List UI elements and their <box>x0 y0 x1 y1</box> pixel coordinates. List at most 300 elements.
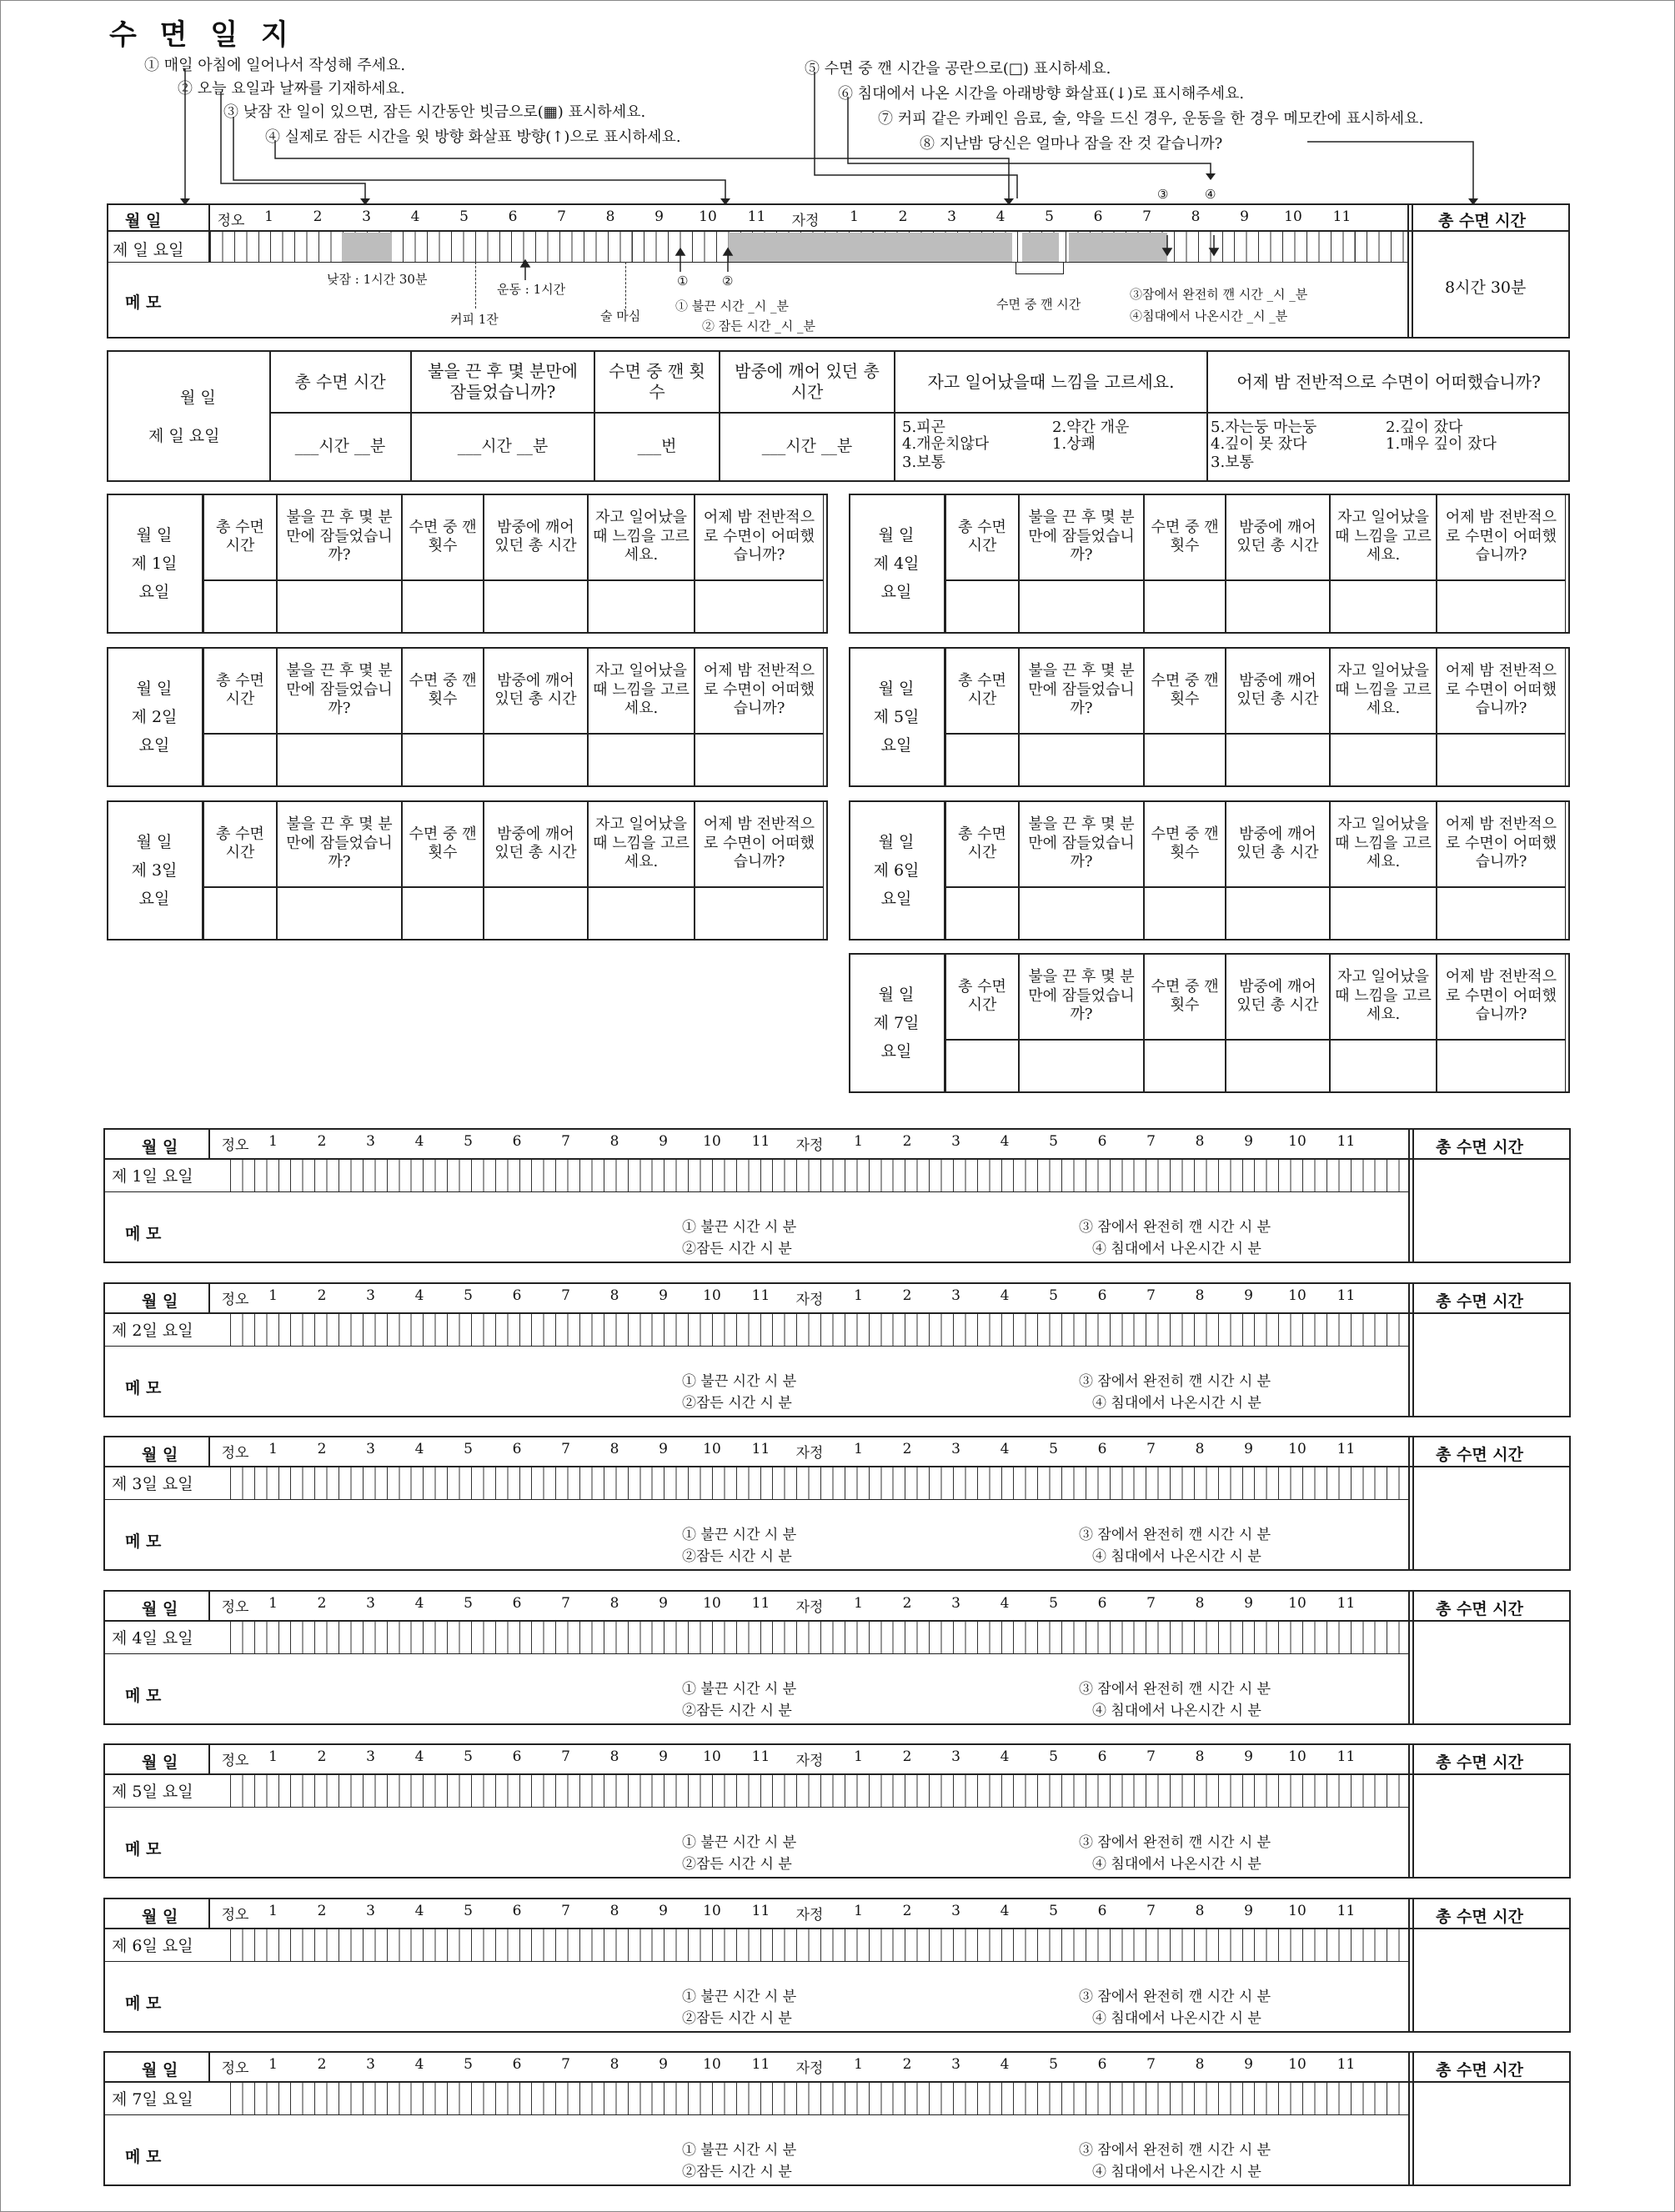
hour-label: 8 <box>1195 1748 1205 1765</box>
hour-label: 9 <box>1244 1748 1253 1765</box>
hour-label: 2 <box>317 1441 327 1457</box>
hour-label: 5 <box>464 1594 473 1612</box>
hour-label: 9 <box>1244 1902 1253 1919</box>
example-alcohol-note: 술 마심 <box>600 308 641 324</box>
daily-value-cell[interactable] <box>402 734 484 787</box>
hour-label: 1 <box>854 1441 863 1457</box>
daily-header-2: 수면 중 깬 횟수 <box>1144 494 1226 580</box>
daily-value-cell[interactable] <box>1330 580 1437 634</box>
example-asleep-time: ② 잠든 시간 _시 _분 <box>702 319 816 334</box>
hour-label: 11 <box>751 2056 770 2073</box>
daily-header-1: 불을 끈 후 몇 분만에 잠들었습니까? <box>277 494 402 580</box>
hour-label: 정오 <box>221 1753 249 1769</box>
daily-header-0: 총 수면 시간 <box>203 494 277 580</box>
hour-label: 6 <box>508 208 518 225</box>
hour-label: 3 <box>951 2056 960 2073</box>
hour-label: 5 <box>1045 208 1054 225</box>
day-hour-header <box>210 1590 1408 1620</box>
daily-value-cell[interactable] <box>1330 1040 1437 1093</box>
hour-label: 9 <box>659 1748 668 1765</box>
hour-label: 11 <box>751 1748 770 1765</box>
example-date-label: 월 일 <box>125 212 162 230</box>
hour-label: 정오 <box>221 1291 249 1308</box>
daily-value-cell[interactable] <box>945 734 1019 787</box>
hour-label: 5 <box>1049 2056 1058 2073</box>
daily-header-1: 불을 끈 후 몇 분만에 잠들었습니까? <box>1019 800 1144 887</box>
daily-value-cell[interactable] <box>484 734 588 787</box>
hour-label: 10 <box>1288 1902 1306 1919</box>
hour-label: 4 <box>995 208 1006 225</box>
hour-label: 2 <box>313 208 323 225</box>
hour-label: 7 <box>1146 2056 1156 2073</box>
hour-label: 1 <box>854 1902 863 1919</box>
daily-header-5: 어제 밤 전반적으로 수면이 어떠했습니까? <box>1437 647 1566 734</box>
daily-value-cell[interactable] <box>1019 580 1144 634</box>
daily-header-4: 자고 일어났을때 느낌을 고르세요. <box>1330 647 1437 734</box>
daily-value-cell[interactable] <box>277 580 402 634</box>
daily-header-3: 밤중에 깨어 있던 총 시간 <box>1226 647 1330 734</box>
daily-value-cell[interactable] <box>402 580 484 634</box>
daily-value-cell[interactable] <box>1226 734 1330 787</box>
memo-woke-time: ③ 잠에서 완전히 깬 시간 시 분 <box>1079 1988 1271 2005</box>
daily-header-0: 총 수면 시간 <box>945 800 1019 887</box>
day-total-input[interactable] <box>1414 1160 1569 1261</box>
hour-label: 7 <box>1146 1902 1156 1919</box>
daily-value-cell[interactable] <box>1144 887 1226 940</box>
hour-label: 8 <box>609 1594 619 1612</box>
hour-label: 9 <box>659 1902 668 1919</box>
daily-header-5: 어제 밤 전반적으로 수면이 어떠했습니까? <box>1437 953 1566 1040</box>
day-memo-label: 메 모 <box>125 1686 162 1705</box>
memo-woke-time: ③ 잠에서 완전히 깬 시간 시 분 <box>1079 1834 1271 1851</box>
hour-label: 4 <box>1000 1594 1010 1612</box>
hour-label: 1 <box>268 1902 278 1919</box>
hour-label: 6 <box>512 1594 522 1612</box>
overall-option[interactable]: 3.보통 <box>1211 454 1254 471</box>
hour-label: 자정 <box>795 1906 824 1924</box>
hour-label: 2 <box>902 1441 912 1457</box>
feel-option[interactable]: 1.상쾌 <box>1052 435 1096 453</box>
day-tick-strip[interactable] <box>230 1929 1407 1961</box>
day-hour-header <box>210 2051 1408 2081</box>
daily-value-cell[interactable] <box>1226 1040 1330 1093</box>
hour-label: 자정 <box>795 1137 824 1154</box>
hour-label: 3 <box>366 1287 375 1304</box>
daily-date-cell <box>107 647 203 787</box>
day-tick-strip[interactable] <box>230 1622 1407 1653</box>
hour-label: 11 <box>751 1287 770 1304</box>
hour-label: 10 <box>703 1748 721 1765</box>
hour-label: 정오 <box>221 1445 249 1462</box>
daily-value-cell[interactable] <box>277 887 402 940</box>
daily-date-text: 제 6일 <box>873 860 920 880</box>
daily-date-text: 제 5일 <box>873 707 920 726</box>
memo-asleep-time: ②잠든 시간 시 분 <box>682 1856 792 1873</box>
day-total-input[interactable] <box>1414 2083 1569 2184</box>
daily-header-2: 수면 중 깬 횟수 <box>402 494 484 580</box>
hour-label: 정오 <box>221 2060 249 2077</box>
hour-label: 1 <box>268 1748 278 1765</box>
hour-label: 8 <box>1195 1287 1205 1304</box>
summary-date-label: 월 일 <box>180 389 216 407</box>
daily-value-cell[interactable] <box>1437 734 1566 787</box>
daily-value-cell[interactable] <box>484 887 588 940</box>
hour-label: 6 <box>1097 2056 1107 2073</box>
instruction-2: ② 오늘 요일과 날짜를 기재하세요. <box>178 80 405 98</box>
day-memo-label: 메 모 <box>125 1378 162 1397</box>
daily-header-4: 자고 일어났을때 느낌을 고르세요. <box>1330 953 1437 1040</box>
memo-woke-time: ③ 잠에서 완전히 깬 시간 시 분 <box>1079 1372 1271 1390</box>
day-tick-strip[interactable] <box>230 1314 1407 1346</box>
hour-label: 3 <box>366 1902 375 1919</box>
hour-label: 10 <box>1288 1287 1306 1304</box>
day-hour-header <box>210 1128 1408 1158</box>
memo-asleep-time: ②잠든 시간 시 분 <box>682 1548 792 1565</box>
daily-value-cell[interactable] <box>695 887 824 940</box>
hour-label: 6 <box>512 1902 522 1919</box>
daily-value-cell[interactable] <box>1330 887 1437 940</box>
daily-header-2: 수면 중 깬 횟수 <box>1144 647 1226 734</box>
day-total-header: 총 수면 시간 <box>1436 1292 1523 1311</box>
hour-label: 자정 <box>795 1291 824 1308</box>
hour-label: 7 <box>557 208 566 225</box>
daily-value-cell[interactable] <box>1019 734 1144 787</box>
daily-value-cell[interactable] <box>1437 1040 1566 1093</box>
daily-value-cell[interactable] <box>402 887 484 940</box>
daily-value-cell[interactable] <box>1019 1040 1144 1093</box>
memo-off-time: ① 불끈 시간 시 분 <box>682 1834 797 1851</box>
hour-label: 1 <box>854 2056 863 2073</box>
hour-label: 4 <box>1000 2056 1010 2073</box>
hour-label: 2 <box>317 1287 327 1304</box>
daily-date-text: 제 4일 <box>873 554 920 573</box>
day-weekday-label: 제 2일 요일 <box>112 1321 193 1340</box>
hour-label: 7 <box>1146 1287 1156 1304</box>
daily-header-4: 자고 일어났을때 느낌을 고르세요. <box>1330 494 1437 580</box>
hour-label: 11 <box>751 1594 770 1612</box>
hour-label: 2 <box>317 1748 327 1765</box>
hour-label: 2 <box>902 1902 912 1919</box>
daily-date-text: 요일 <box>880 736 912 755</box>
hour-label: 7 <box>561 1441 570 1457</box>
daily-date-text: 월 일 <box>878 525 915 544</box>
hour-label: 자정 <box>795 1445 824 1462</box>
day-total-input[interactable] <box>1414 1929 1569 2031</box>
summary-header-4: 자고 일어났을때 느낌을 고르세요. <box>895 350 1207 414</box>
day-hour-header <box>210 1743 1408 1773</box>
day-weekday-label: 제 1일 요일 <box>112 1167 193 1186</box>
hour-label: 6 <box>1097 1594 1107 1612</box>
overall-option[interactable]: 4.깊이 못 잤다 <box>1211 435 1307 453</box>
memo-woke-time: ③ 잠에서 완전히 깬 시간 시 분 <box>1079 1680 1271 1698</box>
hour-label: 3 <box>366 1441 375 1457</box>
hour-label: 1 <box>268 2056 278 2073</box>
daily-value-cell[interactable] <box>277 734 402 787</box>
daily-date-text: 제 7일 <box>873 1013 920 1032</box>
daily-value-cell[interactable] <box>1437 580 1566 634</box>
summary-header-0: 총 수면 시간 <box>269 350 411 414</box>
day-total-input[interactable] <box>1414 1622 1569 1723</box>
day-total-header: 총 수면 시간 <box>1436 1599 1523 1618</box>
hour-label: 8 <box>1195 1133 1205 1150</box>
hour-label: 4 <box>414 1902 424 1919</box>
hour-label: 11 <box>1336 1441 1356 1457</box>
hour-label: 9 <box>1244 2056 1253 2073</box>
memo-off-time: ① 불끈 시간 시 분 <box>682 2142 797 2159</box>
instruction-5: ⑤ 수면 중 깬 시간을 공란으로(□) 표시하세요. <box>805 60 1111 78</box>
daily-date-text: 제 1일 <box>131 554 178 573</box>
day-memo-label: 메 모 <box>125 1532 162 1551</box>
hour-label: 3 <box>951 1133 960 1150</box>
hour-label: 7 <box>561 2056 570 2073</box>
daily-value-cell[interactable] <box>695 580 824 634</box>
hour-label: 자정 <box>795 1598 824 1616</box>
daily-header-4: 자고 일어났을때 느낌을 고르세요. <box>588 647 695 734</box>
hour-label: 9 <box>1244 1133 1253 1150</box>
instruction-3: ③ 낮잠 잔 일이 있으면, 잠든 시간동안 빗금으로(▦) 표시하세요. <box>223 103 646 121</box>
hour-label: 9 <box>1244 1594 1253 1612</box>
hour-label: 3 <box>947 208 956 225</box>
feel-option[interactable]: 5.피곤 <box>902 419 945 436</box>
daily-date-text: 월 일 <box>878 679 915 698</box>
hour-label: 정오 <box>221 1598 249 1616</box>
daily-date-text: 요일 <box>138 736 170 755</box>
day-tick-strip[interactable] <box>230 1467 1407 1499</box>
example-memo-label: 메 모 <box>125 293 162 312</box>
feel-option[interactable]: 2.약간 개운 <box>1052 419 1130 436</box>
daily-value-cell[interactable] <box>203 734 277 787</box>
hour-label: 3 <box>366 1748 375 1765</box>
day-hour-header <box>210 1436 1408 1466</box>
hour-label: 1 <box>264 208 273 225</box>
example-weekday-label: 제 일 요일 <box>113 241 184 259</box>
overall-option[interactable]: 2.깊이 잤다 <box>1386 419 1463 436</box>
hour-label: 1 <box>854 1594 863 1612</box>
memo-out-time: ④ 침대에서 나온시간 시 분 <box>1092 1394 1261 1412</box>
daily-value-cell[interactable] <box>1226 887 1330 940</box>
hour-label: 11 <box>1332 208 1352 225</box>
memo-woke-time: ③ 잠에서 완전히 깬 시간 시 분 <box>1079 2142 1271 2159</box>
day-total-input[interactable] <box>1414 1467 1569 1569</box>
daily-header-1: 불을 끈 후 몇 분만에 잠들었습니까? <box>1019 953 1144 1040</box>
hour-label: 5 <box>464 2056 473 2073</box>
hour-label: 정오 <box>221 1906 249 1924</box>
example-arrows <box>0 0 1675 350</box>
daily-value-cell[interactable] <box>1019 887 1144 940</box>
hour-label: 4 <box>1000 1902 1010 1919</box>
day-weekday-label: 제 4일 요일 <box>112 1628 193 1648</box>
daily-value-cell[interactable] <box>203 580 277 634</box>
hour-label: 자정 <box>795 1753 824 1769</box>
hour-label: 5 <box>1049 1748 1058 1765</box>
summary-value-1[interactable]: ___시간 __분 <box>411 412 594 482</box>
memo-woke-time: ③ 잠에서 완전히 깬 시간 시 분 <box>1079 1527 1271 1543</box>
example-off-time: ① 불끈 시간 _시 _분 <box>675 298 790 313</box>
day-total-input[interactable] <box>1414 1314 1569 1416</box>
daily-value-cell[interactable] <box>945 887 1019 940</box>
daily-value-cell[interactable] <box>588 887 695 940</box>
daily-value-cell[interactable] <box>1226 580 1330 634</box>
example-woke-time: ③잠에서 완전히 깬 시간 _시 _분 <box>1130 287 1308 302</box>
daily-value-cell[interactable] <box>945 1040 1019 1093</box>
overall-option[interactable]: 1.매우 깊이 잤다 <box>1386 435 1497 453</box>
summary-value-0[interactable]: ___시간 __분 <box>269 412 411 482</box>
hour-label: 2 <box>902 1287 912 1304</box>
hour-label: 10 <box>699 208 717 225</box>
hour-label: 6 <box>1097 1287 1107 1304</box>
example-mark-2: ② <box>722 273 734 288</box>
daily-header-1: 불을 끈 후 몇 분만에 잠들었습니까? <box>1019 647 1144 734</box>
hour-label: 4 <box>414 1287 424 1304</box>
hour-label: 4 <box>1000 1287 1010 1304</box>
daily-value-cell[interactable] <box>1144 1040 1226 1093</box>
daily-header-0: 총 수면 시간 <box>945 647 1019 734</box>
daily-date-text: 요일 <box>880 1042 912 1061</box>
daily-header-5: 어제 밤 전반적으로 수면이 어떠했습니까? <box>1437 800 1566 887</box>
daily-header-5: 어제 밤 전반적으로 수면이 어떠했습니까? <box>695 494 824 580</box>
day-date-label: 월 일 <box>142 2061 178 2079</box>
day-hour-header <box>210 1282 1408 1312</box>
daily-date-cell <box>107 494 203 634</box>
feel-option[interactable]: 4.개운치않다 <box>902 435 990 453</box>
hour-label: 7 <box>561 1133 570 1150</box>
daily-header-1: 불을 끈 후 몇 분만에 잠들었습니까? <box>1019 494 1144 580</box>
instruction-1: ① 매일 아침에 일어나서 작성해 주세요. <box>144 57 406 74</box>
hour-label: 3 <box>362 208 371 225</box>
day-weekday-label: 제 7일 요일 <box>112 2090 193 2109</box>
memo-out-time: ④ 침대에서 나온시간 시 분 <box>1092 1548 1261 1565</box>
daily-value-cell[interactable] <box>1144 580 1226 634</box>
hour-label: 9 <box>659 1441 668 1457</box>
hour-label: 9 <box>659 1133 668 1150</box>
hour-label: 6 <box>512 1287 522 1304</box>
memo-asleep-time: ②잠든 시간 시 분 <box>682 2009 792 2027</box>
day-total-header: 총 수면 시간 <box>1436 2061 1523 2079</box>
summary-value-2[interactable]: ___번 <box>594 412 720 482</box>
hour-label: 10 <box>703 1441 721 1457</box>
day-tick-strip[interactable] <box>230 1160 1407 1191</box>
hour-label: 9 <box>1240 208 1249 225</box>
hour-label: 4 <box>1000 1133 1010 1150</box>
hour-label: 10 <box>1288 1748 1306 1765</box>
daily-value-cell[interactable] <box>588 734 695 787</box>
hour-label: 11 <box>1336 1287 1356 1304</box>
mark-4-label: ④ <box>1205 187 1216 202</box>
day-tick-strip[interactable] <box>230 2083 1407 2114</box>
daily-header-0: 총 수면 시간 <box>945 494 1019 580</box>
hour-label: 8 <box>609 1902 619 1919</box>
daily-header-0: 총 수면 시간 <box>945 953 1019 1040</box>
day-tick-strip[interactable] <box>230 1775 1407 1807</box>
daily-date-text: 제 2일 <box>131 707 178 726</box>
example-total-header: 총 수면 시간 <box>1438 212 1526 230</box>
memo-asleep-time: ②잠든 시간 시 분 <box>682 1241 792 1257</box>
day-hour-header <box>210 1898 1408 1928</box>
hour-label: 10 <box>1288 1133 1306 1150</box>
hour-label: 3 <box>951 1594 960 1612</box>
example-out-time: ④침대에서 나온시간 _시 _분 <box>1130 308 1288 324</box>
hour-label: 7 <box>1146 1748 1156 1765</box>
hour-label: 1 <box>268 1287 278 1304</box>
hour-label: 5 <box>1049 1441 1058 1457</box>
hour-label: 8 <box>609 1441 619 1457</box>
hour-label: 2 <box>902 2056 912 2073</box>
hour-label: 10 <box>703 1594 721 1612</box>
daily-value-cell[interactable] <box>695 734 824 787</box>
memo-woke-time: ③ 잠에서 완전히 깬 시간 시 분 <box>1079 1219 1271 1236</box>
example-mark-1: ① <box>677 273 689 288</box>
day-weekday-label: 제 6일 요일 <box>112 1936 193 1955</box>
hour-label: 2 <box>902 1748 912 1765</box>
daily-value-cell[interactable] <box>203 887 277 940</box>
hour-label: 1 <box>854 1748 863 1765</box>
hour-label: 3 <box>951 1287 960 1304</box>
hour-label: 5 <box>464 1902 473 1919</box>
summary-header-2: 수면 중 깬 횟수 <box>594 350 720 414</box>
hour-label: 5 <box>464 1748 473 1765</box>
day-date-label: 월 일 <box>142 1753 178 1772</box>
hour-label: 8 <box>609 1133 619 1150</box>
daily-date-text: 월 일 <box>878 832 915 851</box>
daily-value-cell[interactable] <box>1330 734 1437 787</box>
feel-option[interactable]: 3.보통 <box>902 454 945 471</box>
daily-value-cell[interactable] <box>1144 734 1226 787</box>
hour-label: 5 <box>1049 1133 1058 1150</box>
hour-label: 4 <box>414 1441 424 1457</box>
hour-label: 1 <box>268 1441 278 1457</box>
daily-header-1: 불을 끈 후 몇 분만에 잠들었습니까? <box>277 800 402 887</box>
hour-label: 8 <box>1195 1594 1205 1612</box>
daily-value-cell[interactable] <box>588 580 695 634</box>
hour-label: 4 <box>1000 1748 1010 1765</box>
day-weekday-label: 제 3일 요일 <box>112 1475 193 1493</box>
hour-label: 8 <box>1195 2056 1205 2073</box>
day-memo-label: 메 모 <box>125 2148 162 2166</box>
daily-header-3: 밤중에 깨어 있던 총 시간 <box>1226 494 1330 580</box>
summary-value-3[interactable]: ___시간 __분 <box>720 412 895 482</box>
memo-out-time: ④ 침대에서 나온시간 시 분 <box>1092 1702 1261 1719</box>
example-nap-note: 낮잠 : 1시간 30분 <box>327 272 428 287</box>
memo-off-time: ① 불끈 시간 시 분 <box>682 1988 797 2005</box>
hour-label: 1 <box>854 1287 863 1304</box>
daily-date-text: 월 일 <box>136 525 173 544</box>
day-memo-label: 메 모 <box>125 1994 162 2013</box>
hour-label: 4 <box>414 2056 424 2073</box>
hour-label: 1 <box>268 1594 278 1612</box>
memo-off-time: ① 불끈 시간 시 분 <box>682 1372 797 1390</box>
hour-label: 6 <box>512 2056 522 2073</box>
hour-label: 2 <box>317 1902 327 1919</box>
hour-label: 10 <box>703 1133 721 1150</box>
day-total-input[interactable] <box>1414 1775 1569 1877</box>
daily-date-cell <box>849 494 945 634</box>
daily-value-cell[interactable] <box>1437 887 1566 940</box>
memo-off-time: ① 불끈 시간 시 분 <box>682 1680 797 1698</box>
hour-label: 2 <box>317 1133 327 1150</box>
hour-label: 7 <box>1146 1133 1156 1150</box>
daily-header-3: 밤중에 깨어 있던 총 시간 <box>484 494 588 580</box>
hour-label: 6 <box>1097 1133 1107 1150</box>
daily-value-cell[interactable] <box>484 580 588 634</box>
hour-label: 11 <box>1336 1902 1356 1919</box>
day-date-label: 월 일 <box>142 1599 178 1618</box>
hour-label: 9 <box>1244 1441 1253 1457</box>
overall-option[interactable]: 5.자는둥 마는둥 <box>1211 419 1317 436</box>
daily-value-cell[interactable] <box>945 580 1019 634</box>
day-total-header: 총 수면 시간 <box>1436 1138 1523 1156</box>
hour-label: 7 <box>561 1748 570 1765</box>
summary-header-1: 불을 끈 후 몇 분만에 잠들었습니까? <box>411 350 594 414</box>
